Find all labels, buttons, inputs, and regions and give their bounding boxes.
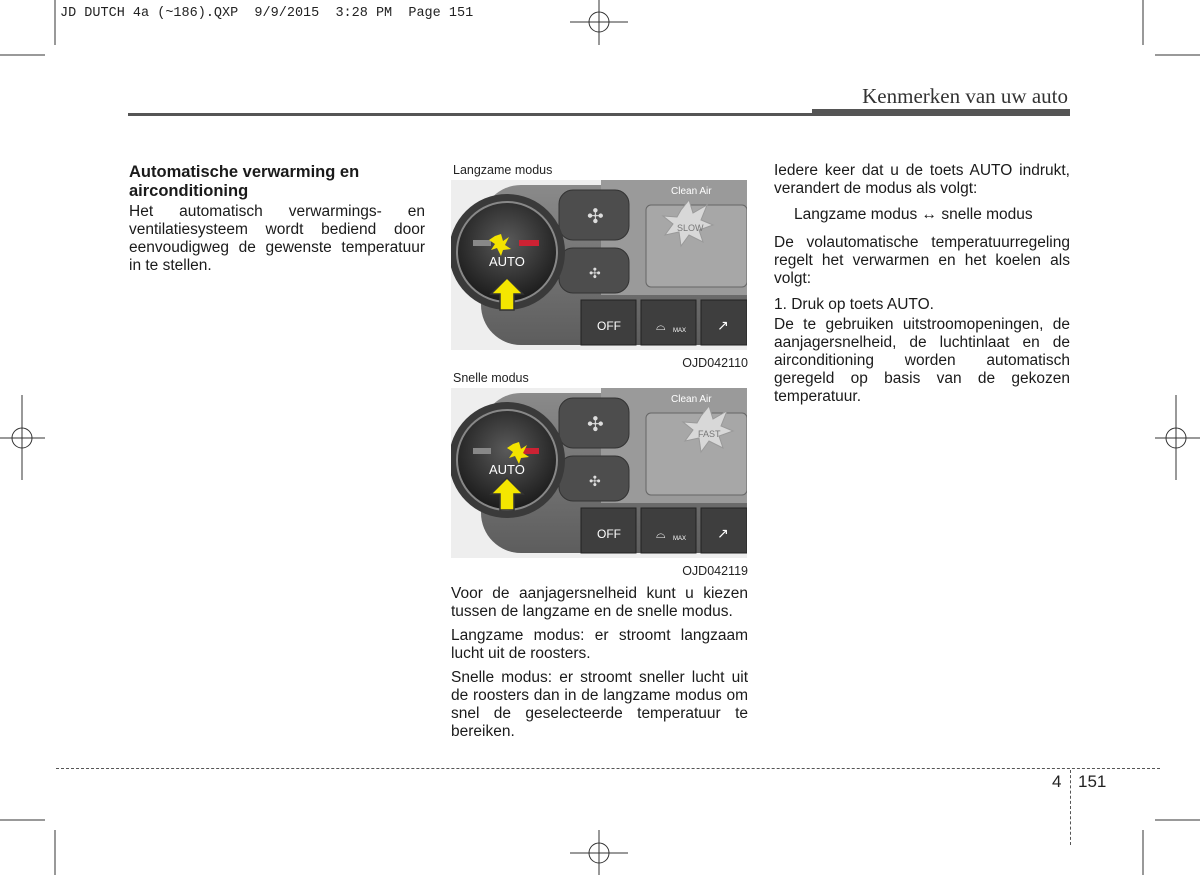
max-label: MAX — [673, 328, 687, 334]
section-heading: Automatische verwarming en airconditioning — [129, 163, 360, 200]
header-rule-thin — [128, 113, 818, 116]
climate-panel-fast — [451, 388, 747, 558]
figure-caption-fast: Snelle modus — [453, 371, 529, 385]
svg-text:✣: ✣ — [589, 266, 601, 282]
section-title: Kenmerken van uw auto — [862, 84, 1068, 108]
off-label: OFF — [597, 527, 621, 541]
slow-mode-paragraph: Langzame modus: er stroomt langzaam lucht uit de roosters. — [451, 627, 748, 662]
svg-text:↗: ↗ — [717, 318, 729, 334]
step-1-detail: De te gebruiken uitstroomopeningen, de aanjagersnelheid, de luchtinlaat en de airconditioning worden automatisch geregeld op basis van de gekozen temperatuur. — [774, 316, 1070, 405]
off-label: OFF — [597, 319, 621, 333]
right-column — [774, 162, 1070, 412]
svg-text:⌓: ⌓ — [656, 319, 666, 333]
fan-speed-paragraph: Voor de aanjagersnelheid kunt u kiezen tussen de langzame en de snelle modus. — [451, 585, 748, 620]
middle-column — [451, 585, 748, 747]
climate-panel-illustration — [451, 180, 747, 350]
clean-air-label: Clean Air — [671, 394, 712, 405]
figure-code-fast: OJD042119 — [682, 564, 748, 578]
display-mode-text: FAST — [698, 429, 721, 439]
left-column — [129, 163, 425, 281]
svg-text:✣: ✣ — [587, 204, 604, 228]
max-label: MAX — [673, 536, 687, 542]
print-slug: JD DUTCH 4a (~186).QXP 9/9/2015 3:28 PM Page 151 — [60, 6, 474, 21]
climate-panel-slow — [451, 180, 747, 350]
climate-panel-illustration — [451, 388, 747, 558]
fast-mode-paragraph: Snelle modus: er stroomt sneller lucht uit de roosters dan in de langzame modus om snel de geselecteerde temperatuur te bereiken. — [451, 669, 748, 740]
footer-vertical-dash — [1070, 770, 1071, 845]
svg-text:⌓: ⌓ — [656, 527, 666, 541]
svg-text:↗: ↗ — [717, 526, 729, 542]
display-mode-text: SLOW — [677, 223, 704, 233]
intro-paragraph: Het automatisch verwarmings- en ventilatiesysteem wordt bediend door eenvoudigweg de gewenste temperatuur in te stellen. — [129, 203, 425, 274]
figure-code-slow: OJD042110 — [682, 356, 748, 370]
page-number: 151 — [1078, 772, 1107, 791]
svg-text:✣: ✣ — [589, 474, 601, 490]
header-rule-thick — [812, 109, 1070, 116]
chapter-number: 4 — [1052, 772, 1062, 791]
auto-knob-label: AUTO — [489, 462, 525, 477]
figure-caption-slow: Langzame modus — [453, 163, 553, 177]
footer-dashed-rule — [56, 768, 1160, 769]
mode-sequence: Langzame modus ↔ snelle modus — [794, 206, 1033, 223]
auto-control-paragraph: De volautomatische temperatuurregeling regelt het verwarmen en het koelen als volgt: — [774, 234, 1070, 287]
clean-air-label: Clean Air — [671, 186, 712, 197]
mode-toggle-paragraph: Iedere keer dat u de toets AUTO indrukt, verandert de modus als volgt: — [774, 162, 1070, 197]
step-1: 1. Druk op toets AUTO. — [774, 296, 934, 313]
svg-text:✣: ✣ — [587, 412, 604, 436]
auto-knob-label: AUTO — [489, 254, 525, 269]
